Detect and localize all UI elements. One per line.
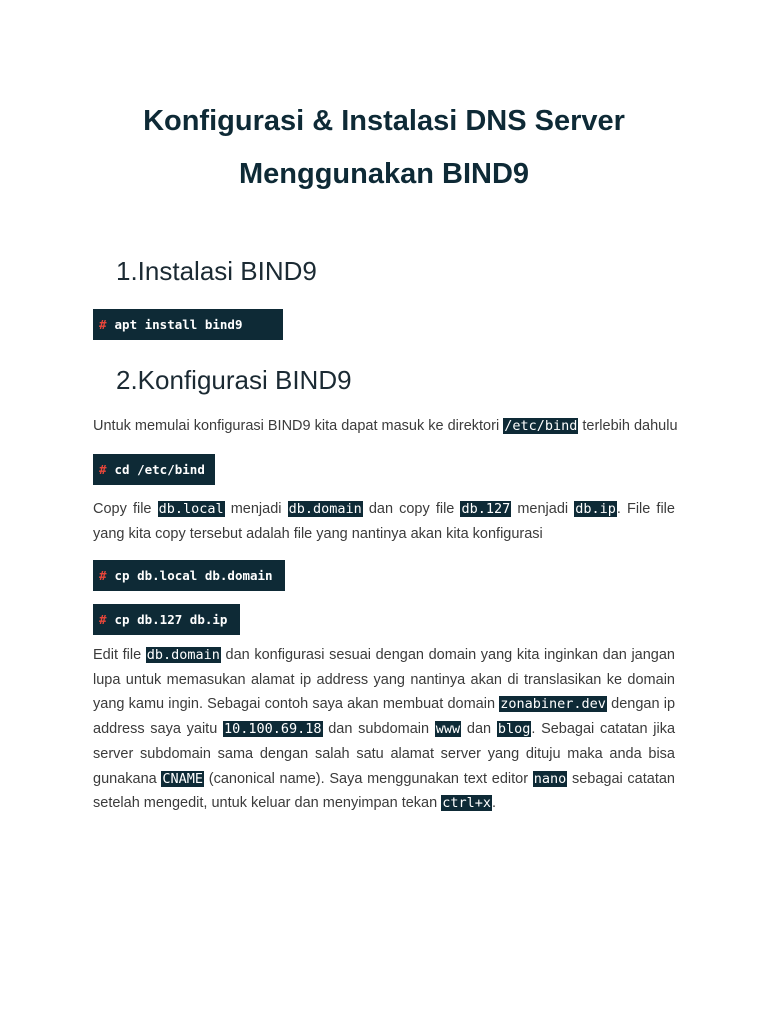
inline-code: db.domain	[146, 647, 220, 663]
paragraph-text: dan copy file	[362, 501, 461, 517]
prompt-hash: #	[99, 462, 107, 477]
paragraph-text: sebagai catatan setelah mengedit, untuk keluar dan menyimpan tekan	[93, 770, 675, 812]
prompt-hash: #	[99, 317, 107, 332]
paragraph-intro	[93, 414, 678, 439]
paragraph-text: terlebih dahulu	[578, 418, 678, 434]
inline-code: /etc/bind	[504, 418, 578, 434]
section-heading-installation: 1.Instalasi BIND9	[116, 256, 317, 286]
paragraph-text: Edit file	[93, 647, 146, 663]
page-title	[0, 95, 768, 201]
paragraph-copy-files	[93, 497, 675, 546]
paragraph-text: .	[492, 795, 497, 812]
inline-code: db.127	[461, 501, 511, 517]
command-block-cd	[93, 454, 215, 485]
inline-code: db.domain	[288, 501, 362, 517]
command-block-copy-ip	[93, 604, 240, 635]
command-block-copy-domain	[93, 560, 285, 591]
inline-code: blog	[497, 721, 531, 738]
section-heading-configuration: 2.Konfigurasi BIND9	[116, 365, 352, 395]
inline-code: CNAME	[162, 770, 204, 787]
inline-code: 10.100.69.18	[223, 721, 322, 738]
inline-code: db.local	[158, 501, 224, 517]
paragraph-text: dengan ip address saya yaitu	[93, 696, 676, 738]
paragraph-text: menjadi	[224, 501, 288, 517]
inline-code: ctrl+x	[442, 795, 491, 812]
paragraph-text: dan konfigurasi sesuai dengan domain yang kita inginkan dan jangan lupa untuk memasukan alamat ip address yang nantinya akan di translasikan ke domain yang kamu ingin. Sebagai contoh saya akan membuat domain	[93, 647, 675, 713]
paragraph-text: . File file yang kita copy tersebut adalah file yang nantinya akan kita konfigurasi	[93, 501, 675, 542]
command-text: apt install bind9	[114, 317, 243, 332]
command-text: cd /etc/bind	[114, 462, 205, 477]
inline-code: db.ip	[575, 501, 616, 517]
command-text: cp db.local db.domain	[114, 568, 273, 583]
prompt-hash: #	[99, 612, 107, 627]
paragraph-text: dan subdomain	[322, 721, 435, 738]
command-block-install	[93, 309, 283, 340]
page-title-line-2: Menggunakan BIND9	[238, 158, 530, 190]
paragraph-text: dan	[461, 721, 497, 738]
paragraph-text: . Sebagai catatan jika server subdomain sama dengan salah satu alamat server yang dituju maka anda bisa gunakana	[93, 721, 676, 787]
page-title-line-1: Konfigurasi & Instalasi DNS Server	[143, 105, 625, 137]
paragraph-text: Copy file	[93, 501, 158, 517]
paragraph-edit-domain	[93, 643, 675, 816]
inline-code: zonabiner.dev	[500, 696, 606, 713]
command-text: cp db.127 db.ip	[114, 612, 228, 627]
prompt-hash: #	[99, 568, 107, 583]
inline-code: nano	[533, 770, 567, 787]
paragraph-text: Untuk memulai konfigurasi BIND9 kita dapat masuk ke direktori	[93, 418, 504, 434]
paragraph-text: menjadi	[511, 501, 575, 517]
inline-code: www	[435, 721, 461, 738]
paragraph-text: (canonical name). Saya menggunakan text editor	[204, 770, 533, 787]
